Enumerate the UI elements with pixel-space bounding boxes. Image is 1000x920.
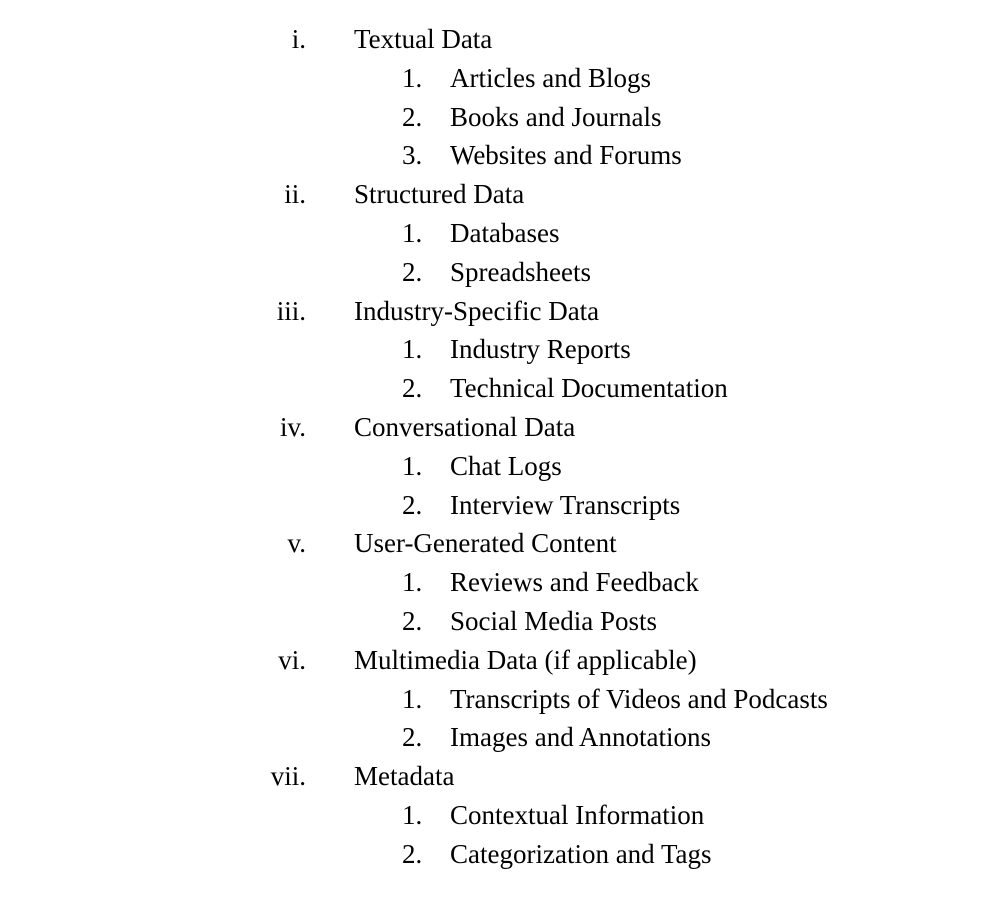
outline-section bbox=[0, 292, 1000, 331]
outline-section bbox=[0, 757, 1000, 796]
subitem-text: Categorization and Tags bbox=[450, 838, 712, 869]
subitem-text: Transcripts of Videos and Podcasts bbox=[450, 683, 828, 714]
outline-list bbox=[0, 20, 1000, 874]
section-title: Conversational Data bbox=[354, 411, 576, 442]
outline-subitem bbox=[0, 680, 1000, 719]
section-numeral: iii. bbox=[276, 295, 306, 326]
subitem-number: 1. bbox=[402, 62, 423, 93]
section-numeral: vii. bbox=[270, 761, 306, 792]
section-title: Structured Data bbox=[354, 179, 525, 210]
outline-subitem bbox=[0, 369, 1000, 408]
outline-section bbox=[0, 175, 1000, 214]
subitem-text: Reviews and Feedback bbox=[450, 567, 699, 598]
outline-subitem bbox=[0, 136, 1000, 175]
subitem-number: 2. bbox=[402, 838, 423, 869]
subitem-text: Databases bbox=[450, 217, 560, 248]
subitem-number: 1. bbox=[402, 683, 423, 714]
subitem-text: Social Media Posts bbox=[450, 605, 657, 636]
outline-subitem bbox=[0, 214, 1000, 253]
section-numeral: v. bbox=[287, 528, 306, 559]
subitem-text: Chat Logs bbox=[450, 450, 562, 481]
subitem-text: Contextual Information bbox=[450, 799, 705, 830]
subitem-number: 2. bbox=[402, 101, 423, 132]
subitem-number: 1. bbox=[402, 799, 423, 830]
section-title: Multimedia Data (if applicable) bbox=[354, 644, 697, 675]
subitem-number: 1. bbox=[402, 567, 423, 598]
section-title: Industry-Specific Data bbox=[354, 295, 600, 326]
subitem-text: Articles and Blogs bbox=[450, 62, 651, 93]
subitem-text: Spreadsheets bbox=[450, 256, 591, 287]
outline-subitem bbox=[0, 447, 1000, 486]
outline-subitem bbox=[0, 835, 1000, 874]
section-title: User-Generated Content bbox=[354, 528, 617, 559]
subitem-number: 1. bbox=[402, 450, 423, 481]
outline-section bbox=[0, 20, 1000, 59]
subitem-text: Websites and Forums bbox=[450, 140, 682, 171]
outline-subitem bbox=[0, 602, 1000, 641]
section-title: Textual Data bbox=[354, 24, 493, 54]
outline-subitem bbox=[0, 253, 1000, 292]
outline-subitem bbox=[0, 330, 1000, 369]
section-title: Metadata bbox=[354, 761, 455, 792]
subitem-text: Books and Journals bbox=[450, 101, 662, 132]
subitem-text: Interview Transcripts bbox=[450, 489, 681, 520]
subitem-text: Industry Reports bbox=[450, 334, 631, 365]
subitem-number: 3. bbox=[402, 140, 423, 171]
subitem-number: 2. bbox=[402, 489, 423, 520]
outline-subitem bbox=[0, 796, 1000, 835]
subitem-number: 2. bbox=[402, 373, 423, 404]
subitem-number: 2. bbox=[402, 722, 423, 753]
subitem-text: Technical Documentation bbox=[450, 373, 728, 404]
outline-subitem bbox=[0, 59, 1000, 98]
section-numeral: iv. bbox=[280, 411, 306, 442]
outline-subitem bbox=[0, 486, 1000, 525]
section-numeral: i. bbox=[291, 24, 306, 54]
outline-subitem bbox=[0, 718, 1000, 757]
subitem-number: 1. bbox=[402, 334, 423, 365]
section-numeral: vi. bbox=[278, 644, 306, 675]
outline-subitem bbox=[0, 98, 1000, 137]
outline-section bbox=[0, 408, 1000, 447]
subitem-number: 1. bbox=[402, 217, 423, 248]
outline-section bbox=[0, 641, 1000, 680]
subitem-number: 2. bbox=[402, 605, 423, 636]
outline-subitem bbox=[0, 563, 1000, 602]
outline-section bbox=[0, 524, 1000, 563]
subitem-text: Images and Annotations bbox=[450, 722, 711, 753]
subitem-number: 2. bbox=[402, 256, 423, 287]
section-numeral: ii. bbox=[284, 179, 306, 210]
